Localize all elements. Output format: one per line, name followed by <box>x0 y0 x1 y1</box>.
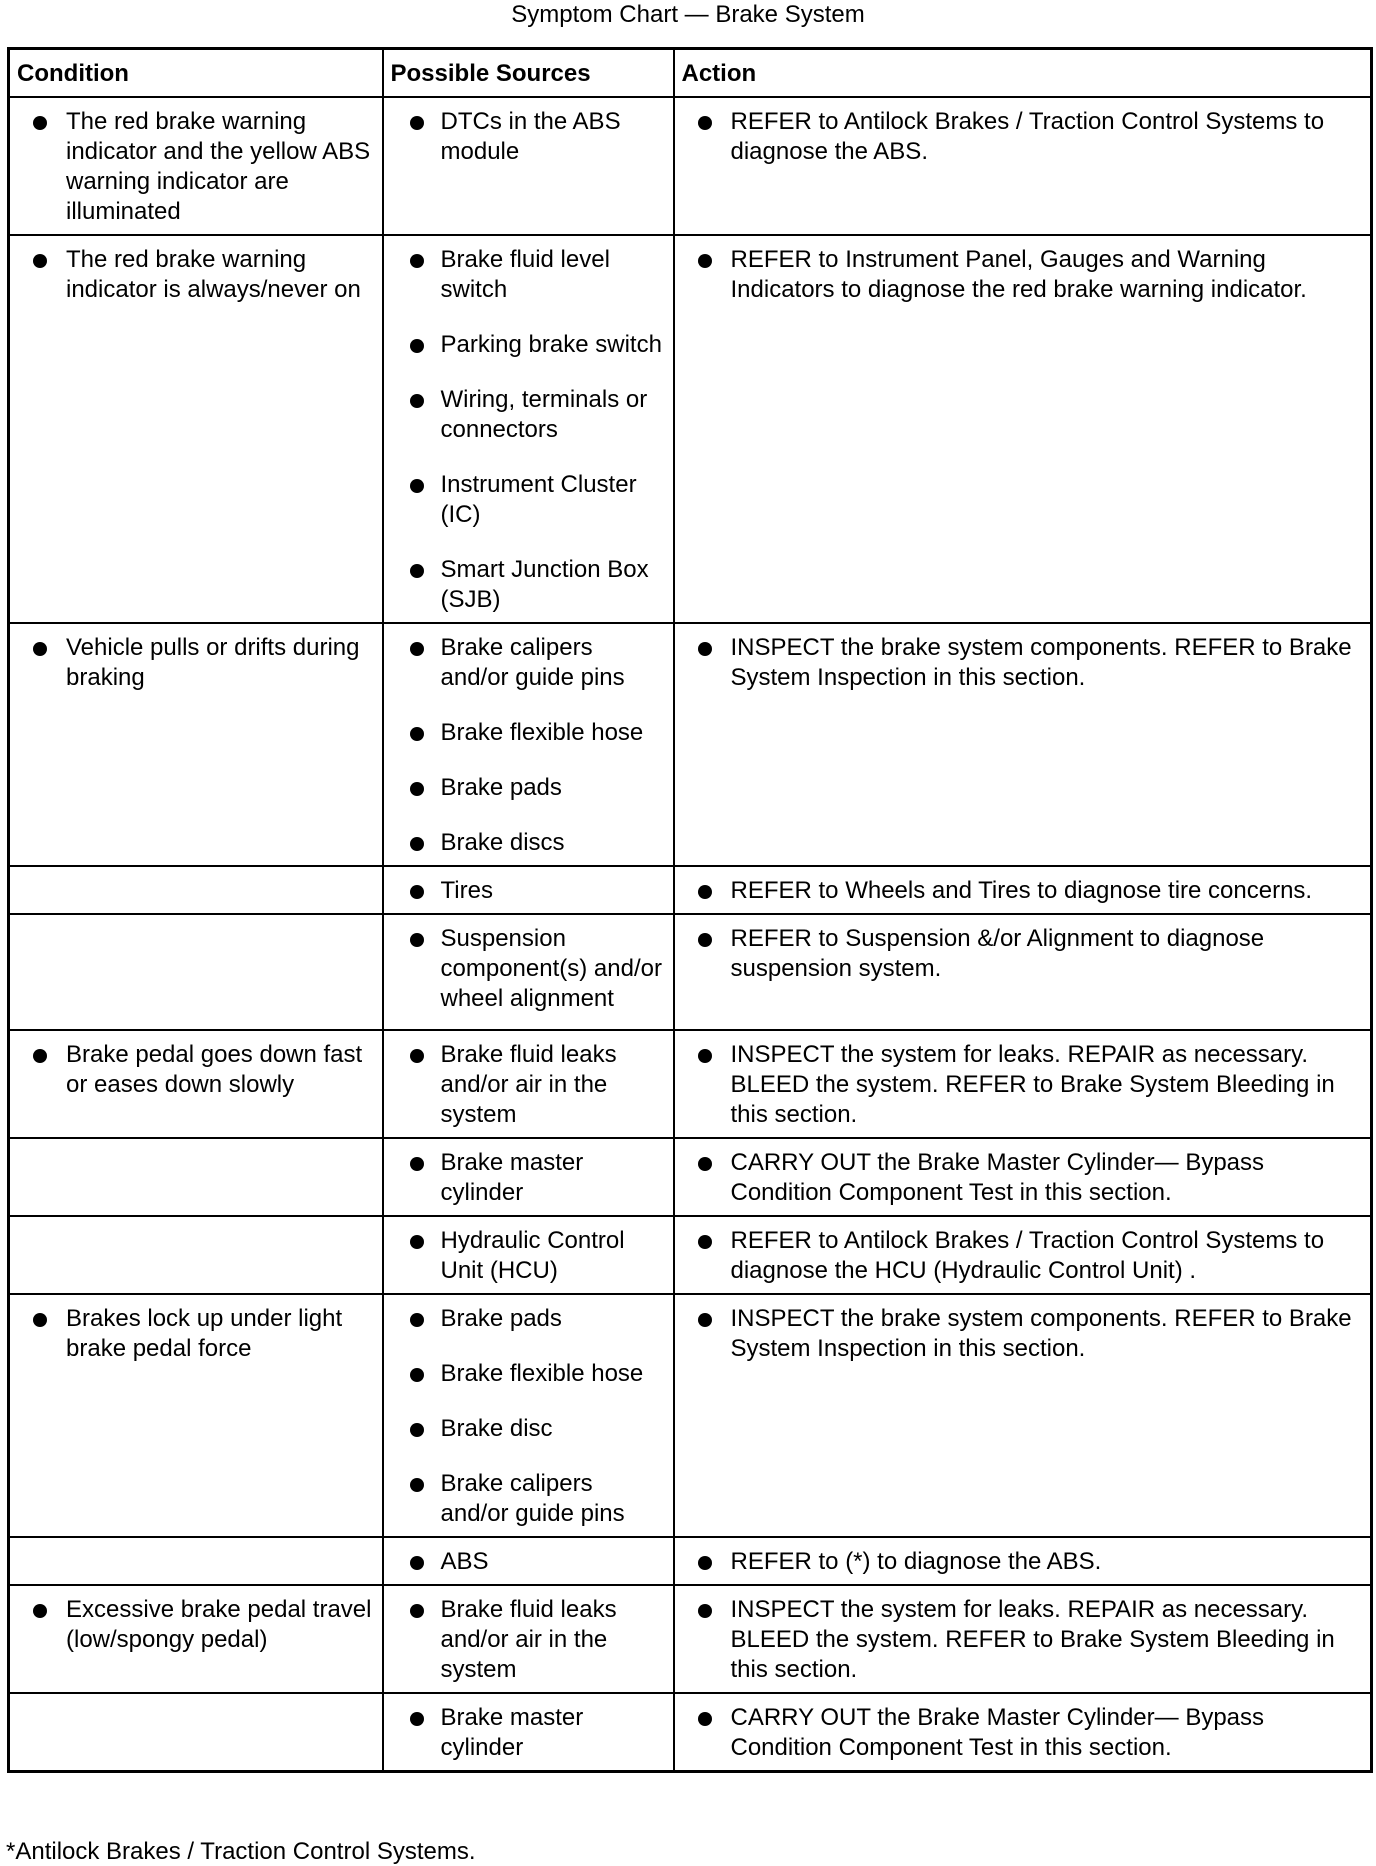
possible-sources-cell <box>383 235 674 623</box>
bullet-icon <box>410 1712 424 1726</box>
bullet-icon <box>33 1313 47 1327</box>
action-cell <box>674 97 1372 235</box>
entry-text: Vehicle pulls or drifts during braking <box>66 634 360 691</box>
table-row <box>9 914 1372 1030</box>
list-item <box>675 1703 1361 1763</box>
entry-text: INSPECT the system for leaks. REPAIR as necessary. BLEED the system. REFER to Brake System Bleeding in this section. <box>730 1041 1335 1128</box>
entry-text: Brake pads <box>440 1305 562 1332</box>
condition-cell <box>9 1585 383 1693</box>
table-row <box>9 1693 1372 1772</box>
header-possible-sources: Possible Sources <box>383 49 674 98</box>
list-item <box>384 773 663 803</box>
action-cell <box>674 623 1372 866</box>
bullet-icon <box>410 1556 424 1570</box>
possible-sources-cell <box>383 1537 674 1585</box>
symptom-chart-table <box>7 47 1373 1773</box>
condition-cell <box>9 1030 383 1138</box>
list-item <box>10 107 372 227</box>
bullet-icon <box>698 885 712 899</box>
table-row <box>9 1030 1372 1138</box>
list-item <box>675 1595 1361 1685</box>
list-item <box>384 1595 663 1685</box>
condition-cell <box>9 623 383 866</box>
condition-cell <box>9 1693 383 1772</box>
bullet-icon <box>410 1423 424 1437</box>
list-item <box>384 1703 663 1763</box>
footnote: *Antilock Brakes / Traction Control Systems. <box>6 1838 476 1865</box>
action-cell <box>674 1537 1372 1585</box>
list-item <box>10 1304 372 1364</box>
entry-text: INSPECT the brake system components. REFER to Brake System Inspection in this section. <box>730 634 1352 691</box>
possible-sources-cell <box>383 914 674 1030</box>
condition-cell <box>9 235 383 623</box>
possible-sources-cell <box>383 1030 674 1138</box>
list-item <box>675 876 1361 906</box>
list-item <box>675 1148 1361 1208</box>
bullet-icon <box>410 1313 424 1327</box>
condition-cell <box>9 1216 383 1294</box>
entry-text: Parking brake switch <box>440 331 662 358</box>
bullet-icon <box>410 727 424 741</box>
entry-text: The red brake warning indicator and the yellow ABS warning indicator are illuminated <box>66 108 371 225</box>
bullet-icon <box>410 1049 424 1063</box>
bullet-icon <box>698 642 712 656</box>
bullet-icon <box>698 1712 712 1726</box>
bullet-icon <box>33 1049 47 1063</box>
list-item <box>675 1040 1361 1130</box>
entry-text: Brakes lock up under light brake pedal force <box>66 1305 343 1362</box>
entry-text: REFER to Antilock Brakes / Traction Control Systems to diagnose the ABS. <box>730 108 1325 165</box>
bullet-icon <box>698 933 712 947</box>
header-row <box>9 49 1372 98</box>
entry-text: Hydraulic Control Unit (HCU) <box>440 1227 625 1284</box>
entry-text: Brake fluid leaks and/or air in the system <box>440 1596 617 1683</box>
entry-text: Instrument Cluster (IC) <box>440 471 637 528</box>
entry-text: Brake master cylinder <box>440 1704 584 1761</box>
possible-sources-cell <box>383 1216 674 1294</box>
list-item <box>384 876 663 906</box>
bullet-icon <box>33 1604 47 1618</box>
bullet-icon <box>410 394 424 408</box>
entry-text: REFER to (*) to diagnose the ABS. <box>730 1548 1102 1575</box>
bullet-icon <box>410 339 424 353</box>
entry-text: REFER to Instrument Panel, Gauges and Warning Indicators to diagnose the red brake warning indicator. <box>730 246 1307 303</box>
bullet-icon <box>698 1556 712 1570</box>
bullet-icon <box>410 837 424 851</box>
bullet-icon <box>698 1604 712 1618</box>
list-item <box>675 633 1361 693</box>
entry-text: Brake flexible hose <box>440 1360 644 1387</box>
list-item <box>675 107 1361 167</box>
bullet-icon <box>698 1313 712 1327</box>
list-item <box>384 1414 663 1444</box>
bullet-icon <box>698 1157 712 1171</box>
header-action: Action <box>674 49 1372 98</box>
list-item <box>384 555 663 615</box>
list-item <box>10 1595 372 1655</box>
bullet-icon <box>410 1478 424 1492</box>
entry-text: CARRY OUT the Brake Master Cylinder— Bypass Condition Component Test in this section. <box>730 1149 1265 1206</box>
possible-sources-cell <box>383 97 674 235</box>
entry-text: Brake pads <box>440 774 562 801</box>
list-item <box>384 1359 663 1389</box>
list-item <box>10 245 372 305</box>
list-item <box>10 633 372 693</box>
bullet-icon <box>410 1235 424 1249</box>
list-item <box>384 1226 663 1286</box>
entry-text: Wiring, terminals or connectors <box>440 386 648 443</box>
list-item <box>10 1040 372 1100</box>
table-body <box>9 97 1372 1772</box>
header-condition: Condition <box>9 49 383 98</box>
bullet-icon <box>698 1235 712 1249</box>
action-cell <box>674 1294 1372 1537</box>
entry-text: DTCs in the ABS module <box>440 108 621 165</box>
entry-text: Brake disc <box>440 1415 553 1442</box>
bullet-icon <box>410 116 424 130</box>
list-item <box>384 828 663 858</box>
bullet-icon <box>698 1049 712 1063</box>
bullet-icon <box>698 254 712 268</box>
entry-text: CARRY OUT the Brake Master Cylinder— Bypass Condition Component Test in this section. <box>730 1704 1265 1761</box>
list-item <box>384 924 663 1014</box>
condition-cell <box>9 1537 383 1585</box>
list-item <box>675 245 1361 305</box>
bullet-icon <box>410 254 424 268</box>
entry-text: Brake discs <box>440 829 565 856</box>
entry-text: Brake pedal goes down fast or eases down slowly <box>66 1041 363 1098</box>
bullet-icon <box>410 1368 424 1382</box>
possible-sources-cell <box>383 1585 674 1693</box>
action-cell <box>674 1030 1372 1138</box>
entry-text: Suspension component(s) and/or wheel alignment <box>440 925 662 1012</box>
possible-sources-cell <box>383 623 674 866</box>
list-item <box>675 1304 1361 1364</box>
page-title: Symptom Chart — Brake System <box>511 1 865 28</box>
condition-cell <box>9 914 383 1030</box>
bullet-icon <box>410 1157 424 1171</box>
bullet-icon <box>698 116 712 130</box>
table-row <box>9 1585 1372 1693</box>
bullet-icon <box>410 782 424 796</box>
table-row <box>9 1537 1372 1585</box>
table-row <box>9 623 1372 866</box>
condition-cell <box>9 1294 383 1537</box>
list-item <box>384 1547 663 1577</box>
list-item <box>384 1304 663 1334</box>
entry-text: Brake calipers and/or guide pins <box>440 634 625 691</box>
bullet-icon <box>410 479 424 493</box>
table-row <box>9 866 1372 914</box>
entry-text: Brake fluid level switch <box>440 246 610 303</box>
table-row <box>9 97 1372 235</box>
condition-cell <box>9 97 383 235</box>
action-cell <box>674 1693 1372 1772</box>
list-item <box>675 1226 1361 1286</box>
list-item <box>384 330 663 360</box>
entry-text: Brake fluid leaks and/or air in the system <box>440 1041 617 1128</box>
condition-cell <box>9 1138 383 1216</box>
list-item <box>384 1040 663 1130</box>
bullet-icon <box>410 885 424 899</box>
action-cell <box>674 1216 1372 1294</box>
action-cell <box>674 866 1372 914</box>
list-item <box>384 1469 663 1529</box>
condition-cell <box>9 866 383 914</box>
action-cell <box>674 1585 1372 1693</box>
action-cell <box>674 1138 1372 1216</box>
entry-text: REFER to Suspension &/or Alignment to diagnose suspension system. <box>730 925 1265 982</box>
list-item <box>384 107 663 167</box>
list-item <box>675 1547 1361 1577</box>
bullet-icon <box>33 116 47 130</box>
entry-text: Brake master cylinder <box>440 1149 584 1206</box>
possible-sources-cell <box>383 866 674 914</box>
entry-text: ABS <box>440 1548 489 1575</box>
list-item <box>384 1148 663 1208</box>
bullet-icon <box>410 933 424 947</box>
bullet-icon <box>410 642 424 656</box>
entry-text: INSPECT the system for leaks. REPAIR as necessary. BLEED the system. REFER to Brake System Bleeding in this section. <box>730 1596 1335 1683</box>
possible-sources-cell <box>383 1294 674 1537</box>
list-item <box>675 924 1361 984</box>
table-row <box>9 1294 1372 1537</box>
entry-text: Excessive brake pedal travel (low/spongy pedal) <box>66 1596 372 1653</box>
bullet-icon <box>410 564 424 578</box>
table-row <box>9 1216 1372 1294</box>
list-item <box>384 718 663 748</box>
entry-text: The red brake warning indicator is always/never on <box>66 246 361 303</box>
table-row <box>9 235 1372 623</box>
possible-sources-cell <box>383 1138 674 1216</box>
list-item <box>384 633 663 693</box>
entry-text: Brake calipers and/or guide pins <box>440 1470 625 1527</box>
action-cell <box>674 914 1372 1030</box>
bullet-icon <box>410 1604 424 1618</box>
list-item <box>384 245 663 305</box>
entry-text: REFER to Wheels and Tires to diagnose tire concerns. <box>730 877 1313 904</box>
action-cell <box>674 235 1372 623</box>
entry-text: Tires <box>440 877 493 904</box>
table-row <box>9 1138 1372 1216</box>
possible-sources-cell <box>383 1693 674 1772</box>
entry-text: INSPECT the brake system components. REFER to Brake System Inspection in this section. <box>730 1305 1352 1362</box>
entry-text: Brake flexible hose <box>440 719 644 746</box>
entry-text: REFER to Antilock Brakes / Traction Control Systems to diagnose the HCU (Hydraulic Control Unit) . <box>730 1227 1325 1284</box>
bullet-icon <box>33 254 47 268</box>
entry-text: Smart Junction Box (SJB) <box>440 556 649 613</box>
list-item <box>384 470 663 530</box>
bullet-icon <box>33 642 47 656</box>
list-item <box>384 385 663 445</box>
